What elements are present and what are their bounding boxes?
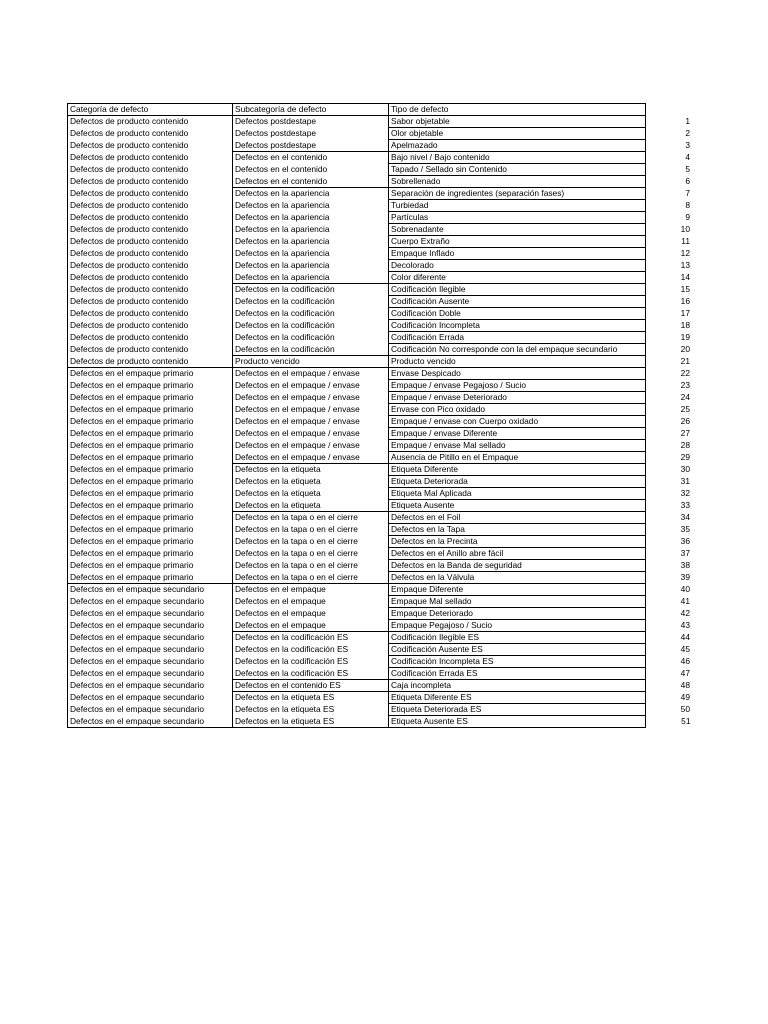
cell-subcategoria: Defectos postdestape [233, 140, 389, 152]
cell-tipo: Empaque Diferente [389, 584, 646, 596]
table-row [68, 224, 693, 236]
cell-numero: 45 [680, 644, 690, 654]
table-row [68, 272, 693, 284]
header-tipo: Tipo de defecto [389, 104, 646, 116]
cell-tipo: Empaque / envase Mal sellado [389, 440, 646, 452]
cell-subcategoria: Defectos en el empaque [233, 596, 389, 608]
cell-tipo: Producto vencido [389, 356, 646, 368]
cell-categoria: Defectos en el empaque primario [68, 548, 233, 560]
cell-numero: 28 [680, 440, 690, 450]
table-row [68, 668, 693, 680]
cell-numero: 30 [680, 464, 690, 474]
cell-subcategoria: Defectos en el contenido [233, 152, 389, 164]
cell-tipo: Defectos en la Válvula [389, 572, 646, 584]
cell-categoria: Defectos en el empaque secundario [68, 704, 233, 716]
cell-categoria: Defectos en el empaque primario [68, 536, 233, 548]
header-subcategoria: Subcategoría de defecto [233, 104, 389, 116]
table-header-row [68, 104, 693, 116]
cell-numero: 48 [680, 680, 690, 690]
table-row [68, 260, 693, 272]
cell-categoria: Defectos de producto contenido [68, 320, 233, 332]
cell-numero: 2 [685, 128, 690, 138]
cell-numero: 1 [685, 116, 690, 126]
cell-tipo: Sobrenadante [389, 224, 646, 236]
cell-tipo: Empaque / envase con Cuerpo oxidado [389, 416, 646, 428]
cell-numero: 35 [680, 524, 690, 534]
cell-categoria: Defectos de producto contenido [68, 236, 233, 248]
cell-numero: 51 [681, 716, 691, 726]
cell-subcategoria: Defectos en la tapa o en el cierre [233, 524, 389, 536]
cell-subcategoria: Defectos en la apariencia [233, 212, 389, 224]
cell-numero: 37 [680, 548, 690, 558]
cell-subcategoria: Defectos en la tapa o en el cierre [233, 536, 389, 548]
cell-numero: 18 [680, 320, 690, 330]
cell-subcategoria: Defectos en la tapa o en el cierre [233, 572, 389, 584]
cell-tipo: Sabor objetable [389, 116, 646, 128]
cell-numero: 41 [680, 596, 690, 606]
cell-subcategoria: Defectos en el contenido ES [233, 680, 389, 692]
cell-numero: 38 [680, 560, 690, 570]
cell-subcategoria: Defectos postdestape [233, 128, 389, 140]
cell-tipo: Codificación Incompleta ES [389, 656, 646, 668]
cell-categoria: Defectos en el empaque primario [68, 476, 233, 488]
cell-numero: 50 [680, 704, 690, 714]
table-row [68, 452, 693, 464]
cell-categoria: Defectos en el empaque primario [68, 368, 233, 380]
defect-table-sheet [67, 103, 692, 728]
cell-numero: 16 [680, 296, 690, 306]
cell-categoria: Defectos en el empaque secundario [68, 680, 233, 692]
table-row [68, 500, 693, 512]
table-row [68, 152, 693, 164]
table-row [68, 704, 693, 716]
cell-categoria: Defectos en el empaque secundario [68, 596, 233, 608]
cell-numero: 24 [680, 392, 690, 402]
cell-numero: 11 [681, 236, 690, 246]
cell-tipo: Codificación Ausente ES [389, 644, 646, 656]
table-row [68, 608, 693, 620]
cell-categoria: Defectos de producto contenido [68, 164, 233, 176]
table-row [68, 296, 693, 308]
cell-tipo: Codificación Errada [389, 332, 646, 344]
cell-tipo: Codificación Ausente [389, 296, 646, 308]
cell-subcategoria: Defectos en el empaque [233, 584, 389, 596]
cell-subcategoria: Defectos en la tapa o en el cierre [233, 512, 389, 524]
cell-tipo: Olor objetable [389, 128, 646, 140]
cell-categoria: Defectos en el empaque primario [68, 524, 233, 536]
cell-tipo: Empaque / envase Deteriorado [389, 392, 646, 404]
cell-tipo: Etiqueta Ausente ES [389, 716, 646, 728]
table-row [68, 128, 693, 140]
cell-subcategoria: Defectos en el contenido [233, 176, 389, 188]
cell-numero: 43 [680, 620, 690, 630]
cell-subcategoria: Defectos en el empaque / envase [233, 404, 389, 416]
table-row [68, 176, 693, 188]
table-row [68, 284, 693, 296]
cell-subcategoria: Defectos en la apariencia [233, 236, 389, 248]
cell-subcategoria: Defectos en la etiqueta [233, 476, 389, 488]
cell-tipo: Empaque Deteriorado [389, 608, 646, 620]
cell-numero: 22 [680, 368, 690, 378]
cell-categoria: Defectos de producto contenido [68, 356, 233, 368]
table-row [68, 548, 693, 560]
cell-tipo: Codificación Doble [389, 308, 646, 320]
cell-tipo: Codificación Incompleta [389, 320, 646, 332]
cell-subcategoria: Defectos en la apariencia [233, 200, 389, 212]
cell-tipo: Tapado / Sellado sin Contenido [389, 164, 646, 176]
table-row [68, 620, 693, 632]
cell-numero: 17 [680, 308, 690, 318]
table-row [68, 572, 693, 584]
cell-numero: 15 [680, 284, 690, 294]
cell-categoria: Defectos de producto contenido [68, 308, 233, 320]
defect-table [67, 103, 693, 728]
cell-numero: 8 [685, 200, 690, 210]
cell-tipo: Etiqueta Ausente [389, 500, 646, 512]
cell-tipo: Empaque / envase Pegajoso / Sucio [389, 380, 646, 392]
cell-tipo: Etiqueta Deteriorada ES [389, 704, 646, 716]
cell-categoria: Defectos en el empaque primario [68, 392, 233, 404]
cell-numero: 47 [680, 668, 690, 678]
cell-numero: 12 [680, 248, 690, 258]
cell-categoria: Defectos en el empaque secundario [68, 716, 233, 728]
table-row [68, 368, 693, 380]
cell-numero: 40 [680, 584, 690, 594]
cell-tipo: Defectos en el Anillo abre fácil [389, 548, 646, 560]
table-row [68, 512, 693, 524]
cell-tipo: Etiqueta Deteriorada [389, 476, 646, 488]
cell-numero: 21 [680, 356, 690, 366]
cell-subcategoria: Defectos en la codificación [233, 308, 389, 320]
cell-subcategoria: Defectos en la codificación ES [233, 668, 389, 680]
cell-categoria: Defectos de producto contenido [68, 188, 233, 200]
cell-subcategoria: Defectos en la apariencia [233, 188, 389, 200]
cell-tipo: Color diferente [389, 272, 646, 284]
cell-categoria: Defectos en el empaque primario [68, 500, 233, 512]
cell-subcategoria: Defectos en el empaque / envase [233, 428, 389, 440]
table-row [68, 644, 693, 656]
table-row [68, 404, 693, 416]
cell-numero: 27 [680, 428, 690, 438]
cell-numero: 26 [680, 416, 690, 426]
cell-categoria: Defectos en el empaque primario [68, 464, 233, 476]
cell-numero: 36 [680, 536, 690, 546]
cell-numero: 20 [680, 344, 690, 354]
cell-numero: 29 [680, 452, 690, 462]
cell-subcategoria: Defectos en el contenido [233, 164, 389, 176]
cell-tipo: Empaque Mal sellado [389, 596, 646, 608]
cell-tipo: Cuerpo Extraño [389, 236, 646, 248]
cell-subcategoria: Producto vencido [233, 356, 389, 368]
cell-subcategoria: Defectos en la codificación [233, 320, 389, 332]
table-row [68, 356, 693, 368]
cell-subcategoria: Defectos en la codificación [233, 332, 389, 344]
cell-numero: 44 [680, 632, 690, 642]
cell-categoria: Defectos de producto contenido [68, 296, 233, 308]
table-row [68, 560, 693, 572]
table-row [68, 440, 693, 452]
cell-categoria: Defectos en el empaque secundario [68, 584, 233, 596]
cell-numero: 13 [680, 260, 690, 270]
table-row [68, 164, 693, 176]
cell-categoria: Defectos de producto contenido [68, 140, 233, 152]
cell-categoria: Defectos de producto contenido [68, 344, 233, 356]
table-row [68, 584, 693, 596]
cell-categoria: Defectos de producto contenido [68, 176, 233, 188]
table-row [68, 116, 693, 128]
table-row [68, 524, 693, 536]
cell-subcategoria: Defectos en el empaque [233, 620, 389, 632]
cell-categoria: Defectos en el empaque primario [68, 440, 233, 452]
cell-numero: 7 [685, 188, 690, 198]
cell-categoria: Defectos en el empaque primario [68, 404, 233, 416]
cell-numero: 9 [685, 212, 690, 222]
cell-tipo: Empaque Inflado [389, 248, 646, 260]
cell-subcategoria: Defectos en la etiqueta ES [233, 692, 389, 704]
cell-numero: 34 [680, 512, 690, 522]
cell-categoria: Defectos de producto contenido [68, 272, 233, 284]
cell-tipo: Defectos en la Banda de seguridad [389, 560, 646, 572]
cell-subcategoria: Defectos en la apariencia [233, 260, 389, 272]
cell-categoria: Defectos de producto contenido [68, 332, 233, 344]
cell-categoria: Defectos en el empaque secundario [68, 632, 233, 644]
cell-numero: 4 [685, 152, 690, 162]
cell-subcategoria: Defectos en la etiqueta [233, 464, 389, 476]
header-number-cell [646, 104, 693, 116]
cell-categoria: Defectos de producto contenido [68, 116, 233, 128]
cell-categoria: Defectos en el empaque secundario [68, 692, 233, 704]
cell-numero: 42 [680, 608, 690, 618]
cell-subcategoria: Defectos en la etiqueta ES [233, 704, 389, 716]
table-row [68, 380, 693, 392]
cell-numero: 19 [680, 332, 690, 342]
cell-numero: 25 [680, 404, 690, 414]
table-row [68, 692, 693, 704]
cell-numero: 49 [680, 692, 690, 702]
cell-subcategoria: Defectos en la apariencia [233, 272, 389, 284]
cell-numero: 6 [685, 176, 690, 186]
cell-numero: 39 [680, 572, 690, 582]
cell-tipo: Envase Despicado [389, 368, 646, 380]
cell-subcategoria: Defectos en la codificación [233, 296, 389, 308]
table-row [68, 464, 693, 476]
cell-categoria: Defectos en el empaque primario [68, 512, 233, 524]
cell-subcategoria: Defectos en la codificación ES [233, 656, 389, 668]
cell-categoria: Defectos en el empaque primario [68, 572, 233, 584]
cell-subcategoria: Defectos postdestape [233, 116, 389, 128]
cell-categoria: Defectos en el empaque primario [68, 416, 233, 428]
cell-categoria: Defectos de producto contenido [68, 260, 233, 272]
cell-tipo: Etiqueta Diferente ES [389, 692, 646, 704]
table-row [68, 416, 693, 428]
table-row [68, 536, 693, 548]
cell-tipo: Sobrellenado [389, 176, 646, 188]
table-row [68, 656, 693, 668]
cell-subcategoria: Defectos en el empaque / envase [233, 416, 389, 428]
table-row [68, 428, 693, 440]
cell-categoria: Defectos en el empaque secundario [68, 644, 233, 656]
cell-numero: 33 [680, 500, 690, 510]
cell-categoria: Defectos en el empaque primario [68, 380, 233, 392]
cell-tipo: Codificación Errada ES [389, 668, 646, 680]
cell-tipo: Defectos en la Tapa [389, 524, 646, 536]
table-row [68, 632, 693, 644]
cell-subcategoria: Defectos en la tapa o en el cierre [233, 548, 389, 560]
cell-categoria: Defectos en el empaque primario [68, 428, 233, 440]
table-row [68, 392, 693, 404]
cell-tipo: Decolorado [389, 260, 646, 272]
table-row [68, 188, 693, 200]
cell-subcategoria: Defectos en la etiqueta ES [233, 716, 389, 728]
cell-categoria: Defectos de producto contenido [68, 224, 233, 236]
cell-subcategoria: Defectos en la codificación [233, 284, 389, 296]
table-row [68, 716, 693, 728]
cell-numero: 3 [685, 140, 690, 150]
cell-tipo: Caja incompleta [389, 680, 646, 692]
table-row [68, 236, 693, 248]
cell-categoria: Defectos de producto contenido [68, 128, 233, 140]
table-row [68, 140, 693, 152]
table-row [68, 200, 693, 212]
cell-subcategoria: Defectos en la codificación ES [233, 644, 389, 656]
cell-categoria: Defectos en el empaque secundario [68, 620, 233, 632]
cell-tipo: Empaque Pegajoso / Sucio [389, 620, 646, 632]
cell-tipo: Etiqueta Diferente [389, 464, 646, 476]
cell-subcategoria: Defectos en la tapa o en el cierre [233, 560, 389, 572]
cell-categoria: Defectos de producto contenido [68, 200, 233, 212]
cell-categoria: Defectos de producto contenido [68, 152, 233, 164]
cell-subcategoria: Defectos en el empaque / envase [233, 368, 389, 380]
table-row [68, 680, 693, 692]
cell-subcategoria: Defectos en el empaque / envase [233, 452, 389, 464]
cell-categoria: Defectos de producto contenido [68, 212, 233, 224]
cell-subcategoria: Defectos en el empaque / envase [233, 380, 389, 392]
table-row [68, 248, 693, 260]
cell-tipo: Turbiedad [389, 200, 646, 212]
cell-categoria: Defectos de producto contenido [68, 284, 233, 296]
cell-tipo: Ausencia de Pitillo en el Empaque [389, 452, 646, 464]
cell-numero: 5 [685, 164, 690, 174]
cell-numero: 23 [680, 380, 690, 390]
cell-categoria: Defectos en el empaque primario [68, 560, 233, 572]
cell-tipo: Empaque / envase Diferente [389, 428, 646, 440]
cell-numero: 14 [680, 272, 690, 282]
cell-subcategoria: Defectos en la apariencia [233, 248, 389, 260]
table-row [68, 212, 693, 224]
header-categoria: Categoría de defecto [68, 104, 233, 116]
cell-subcategoria: Defectos en la codificación [233, 344, 389, 356]
cell-numero: 31 [680, 476, 690, 486]
table-row [68, 596, 693, 608]
cell-categoria: Defectos en el empaque secundario [68, 668, 233, 680]
table-row [68, 344, 693, 356]
cell-numero: 32 [680, 488, 690, 498]
table-row [68, 476, 693, 488]
cell-numero: 10 [680, 224, 690, 234]
table-row [68, 308, 693, 320]
cell-categoria: Defectos en el empaque primario [68, 452, 233, 464]
cell-tipo: Envase con Pico oxidado [389, 404, 646, 416]
cell-subcategoria: Defectos en la etiqueta [233, 500, 389, 512]
cell-tipo: Separación de ingredientes (separación fases) [389, 188, 646, 200]
cell-subcategoria: Defectos en el empaque / envase [233, 440, 389, 452]
cell-subcategoria: Defectos en la etiqueta [233, 488, 389, 500]
cell-tipo: Defectos en la Precinta [389, 536, 646, 548]
cell-tipo: Codificación Ilegible ES [389, 632, 646, 644]
table-row [68, 320, 693, 332]
cell-subcategoria: Defectos en la apariencia [233, 224, 389, 236]
cell-tipo: Defectos en el Foil [389, 512, 646, 524]
cell-tipo: Codificación Ilegible [389, 284, 646, 296]
cell-tipo: Apelmazado [389, 140, 646, 152]
cell-subcategoria: Defectos en el empaque / envase [233, 392, 389, 404]
cell-categoria: Defectos en el empaque secundario [68, 608, 233, 620]
cell-subcategoria: Defectos en la codificación ES [233, 632, 389, 644]
cell-tipo: Codificación No corresponde con la del empaque secundario [389, 344, 646, 356]
table-row [68, 332, 693, 344]
cell-tipo: Partículas [389, 212, 646, 224]
cell-tipo: Etiqueta Mal Aplicada [389, 488, 646, 500]
cell-categoria: Defectos en el empaque secundario [68, 656, 233, 668]
cell-numero: 46 [680, 656, 690, 666]
cell-categoria: Defectos de producto contenido [68, 248, 233, 260]
cell-tipo: Bajo nivel / Bajo contenido [389, 152, 646, 164]
table-row [68, 488, 693, 500]
cell-subcategoria: Defectos en el empaque [233, 608, 389, 620]
cell-categoria: Defectos en el empaque primario [68, 488, 233, 500]
